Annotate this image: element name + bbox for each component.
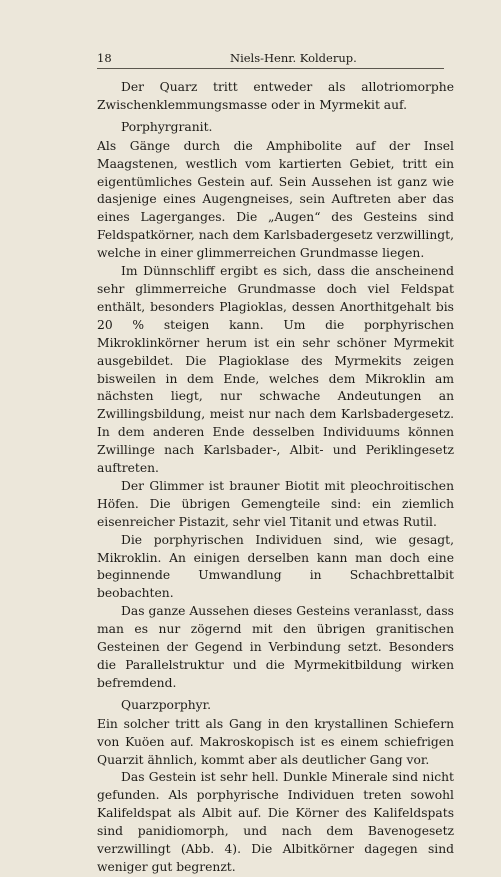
running-title: Niels-Henr. Kolderup. — [230, 51, 357, 65]
heading-quarzporphyr: Quarzporphyr. — [121, 697, 212, 712]
body-text — [97, 79, 454, 877]
paragraph-quarz: Der Quarz tritt entweder als allotriomorphe Zwischenklemmungsmasse oder in Myrmekit auf. — [97, 80, 454, 112]
header-rule — [97, 68, 444, 69]
paragraph-gaenge: Als Gänge durch die Amphibolite auf der Insel Maagstenen, westlich vom kartierten Gebiet, tritt ein eigentümliches Gestein auf. Sein Aussehen ist ganz wie dasjenige eines Augengneises, sein Auftreten aber das eines Lagerganges. Die „Augen“ des Gesteins sind Feldspatkörner, nach dem Karlsbadergesetz verzwillingt, welche in einer glimmerreichen Grundmasse liegen. — [97, 138, 454, 261]
paragraph-gang-kuoeen: Ein solcher tritt als Gang in den krystallinen Schiefern von Kuöen auf. Makroskopisch ist es einem schiefrigen Quarzit ähnlich, kommt aber als deutlicher Gang vor. — [97, 716, 454, 767]
paragraph-aussehen: Das ganze Aussehen dieses Gesteins veranlasst, dass man es nur zögernd mit den übrigen granitischen Gesteinen der Gegend in Verbindung setzt. Besonders die Parallelstruktur und die Myrmekitbildung wirken befremdend. — [97, 604, 454, 690]
page-number: 18 — [97, 51, 112, 65]
paragraph-duennschliff: Im Dünnschliff ergibt es sich, dass die anscheinend sehr glimmerreiche Grundmasse doch viel Feldspat enthält, besonders Plagioklas, dessen Anorthitgehalt bis 20 % steigen kann. Um die porphyrischen Mikroklinkörner herum ist ein sehr schöner Myrmekit ausgebildet. Die Plagioklase des Myrmekits zeigen bisweilen in dem Ende, welches dem Mikroklin am nächsten liegt, nur schwache Andeutungen an Zwillingsbildung, meist nur nach dem Karlsbadergesetz. In dem anderen Ende desselben Individuums können Zwillinge nach Karlsbader-, Albit- und Periklingesetz auftreten. — [97, 264, 454, 476]
paragraph-glimmer: Der Glimmer ist brauner Biotit mit pleochroitischen Höfen. Die übrigen Gemengteile sind: ein ziemlich eisenreicher Pistazit, sehr viel Titanit und etwas Rutil. — [97, 478, 454, 529]
heading-porphyrgranit: Porphyrgranit. — [121, 119, 213, 134]
paragraph-gestein-hell: Das Gestein ist sehr hell. Dunkle Minerale sind nicht gefunden. Als porphyrische Individuen treten sowohl Kalifeldspat als Albit auf. Die Körner des Kalifeldspats sind panidiomorph, und nach dem Bavenogesetz verzwillingt (Abb. 4). Die Albitkörner dagegen sind weniger gut begrenzt. — [97, 770, 454, 874]
paragraph-porphyrische-individuen: Die porphyrischen Individuen sind, wie gesagt, Mikroklin. An einigen derselben kann man doch eine beginnende Umwandlung in Schachbrettalbit beobachten. — [97, 532, 454, 601]
